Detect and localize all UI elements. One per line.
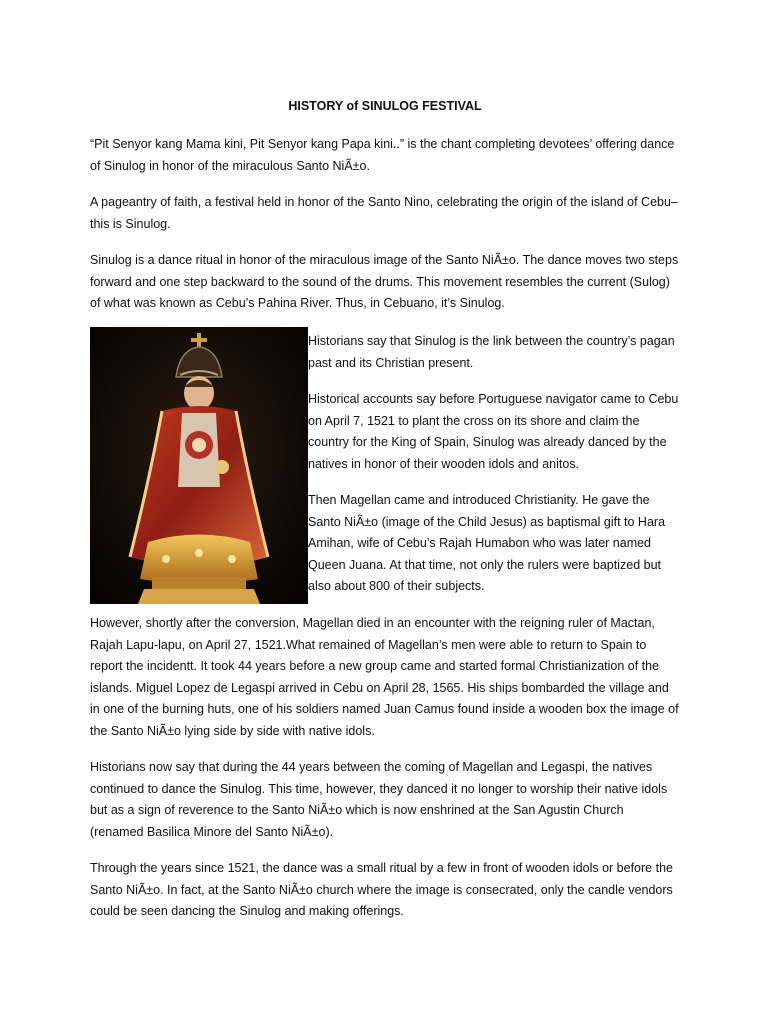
- paragraph-legaspi: However, shortly after the conversion, Magellan died in an encounter with the reigning ruler of Mactan, Rajah Lapu-lapu, on April 27, 1521.What remained of Magellan’s men were able to return to Spain to report the incidentt. It took 44 years before a new group came and started formal Christianization of the islands. Miguel Lopez de Legaspi arrived in Cebu on April 28, 1565. His ships bombarded the village and in one of the burning huts, one of his soldiers named Juan Camus found inside a wooden box the image of the Santo NiÃ±o lying side by side with native idols.: [90, 616, 679, 738]
- paragraph-dance-ritual: Sinulog is a dance ritual in honor of the miraculous image of the Santo NiÃ±o. The dance moves two steps forward and one step backward to the sound of the drums. This movement resembles the current (Sulog) of what was known as Cebu’s Pahina River. Thus, in Cebuano, it’s Sinulog.: [90, 253, 679, 310]
- santo-nino-image: [90, 327, 308, 604]
- paragraph-pageantry: A pageantry of faith, a festival held in honor of the Santo Nino, celebrating the origin of the island of Cebu–this is Sinulog.: [90, 195, 678, 231]
- document-title: HISTORY of SINULOG FESTIVAL: [288, 99, 482, 113]
- paragraph-44-years: Historians now say that during the 44 years between the coming of Magellan and Legaspi, the natives continued to dance the Sinulog. This time, however, they danced it no longer to worship their native idols but as a sign of reverence to the Santo NiÃ±o which is now enshrined at the San Agustin Church (renamed Basilica Minore del Santo NiÃ±o).: [90, 760, 668, 839]
- paragraph-chant: “Pit Senyor kang Mama kini, Pit Senyor kang Papa kini..” is the chant completing devotees’ offering dance of Sinulog in honor of the miraculous Santo NiÃ±o.: [90, 137, 675, 173]
- paragraph-small-ritual: Through the years since 1521, the dance was a small ritual by a few in front of wooden idols or before the Santo NiÃ±o. In fact, at the Santo NiÃ±o church where the image is consecrated, only the candle vendors could be seen dancing the Sinulog and making offerings.: [90, 861, 673, 918]
- paragraph-historians-link: Historians say that Sinulog is the link between the country’s pagan past and its Christian present.: [308, 334, 675, 370]
- paragraph-historical-accounts: Historical accounts say before Portuguese navigator came to Cebu on April 7, 1521 to plant the cross on its shore and claim the country for the King of Spain, Sinulog was already danced by the natives in honor of their wooden idols and anitos.: [308, 392, 679, 471]
- paragraph-magellan: Then Magellan came and introduced Christianity. He gave the Santo NiÃ±o (image of the Child Jesus) as baptismal gift to Hara Amihan, wife of Cebu’s Rajah Humabon who was later named Queen Juana. At that time, not only the rulers were baptized but also about 800 of their subjects.: [308, 493, 666, 593]
